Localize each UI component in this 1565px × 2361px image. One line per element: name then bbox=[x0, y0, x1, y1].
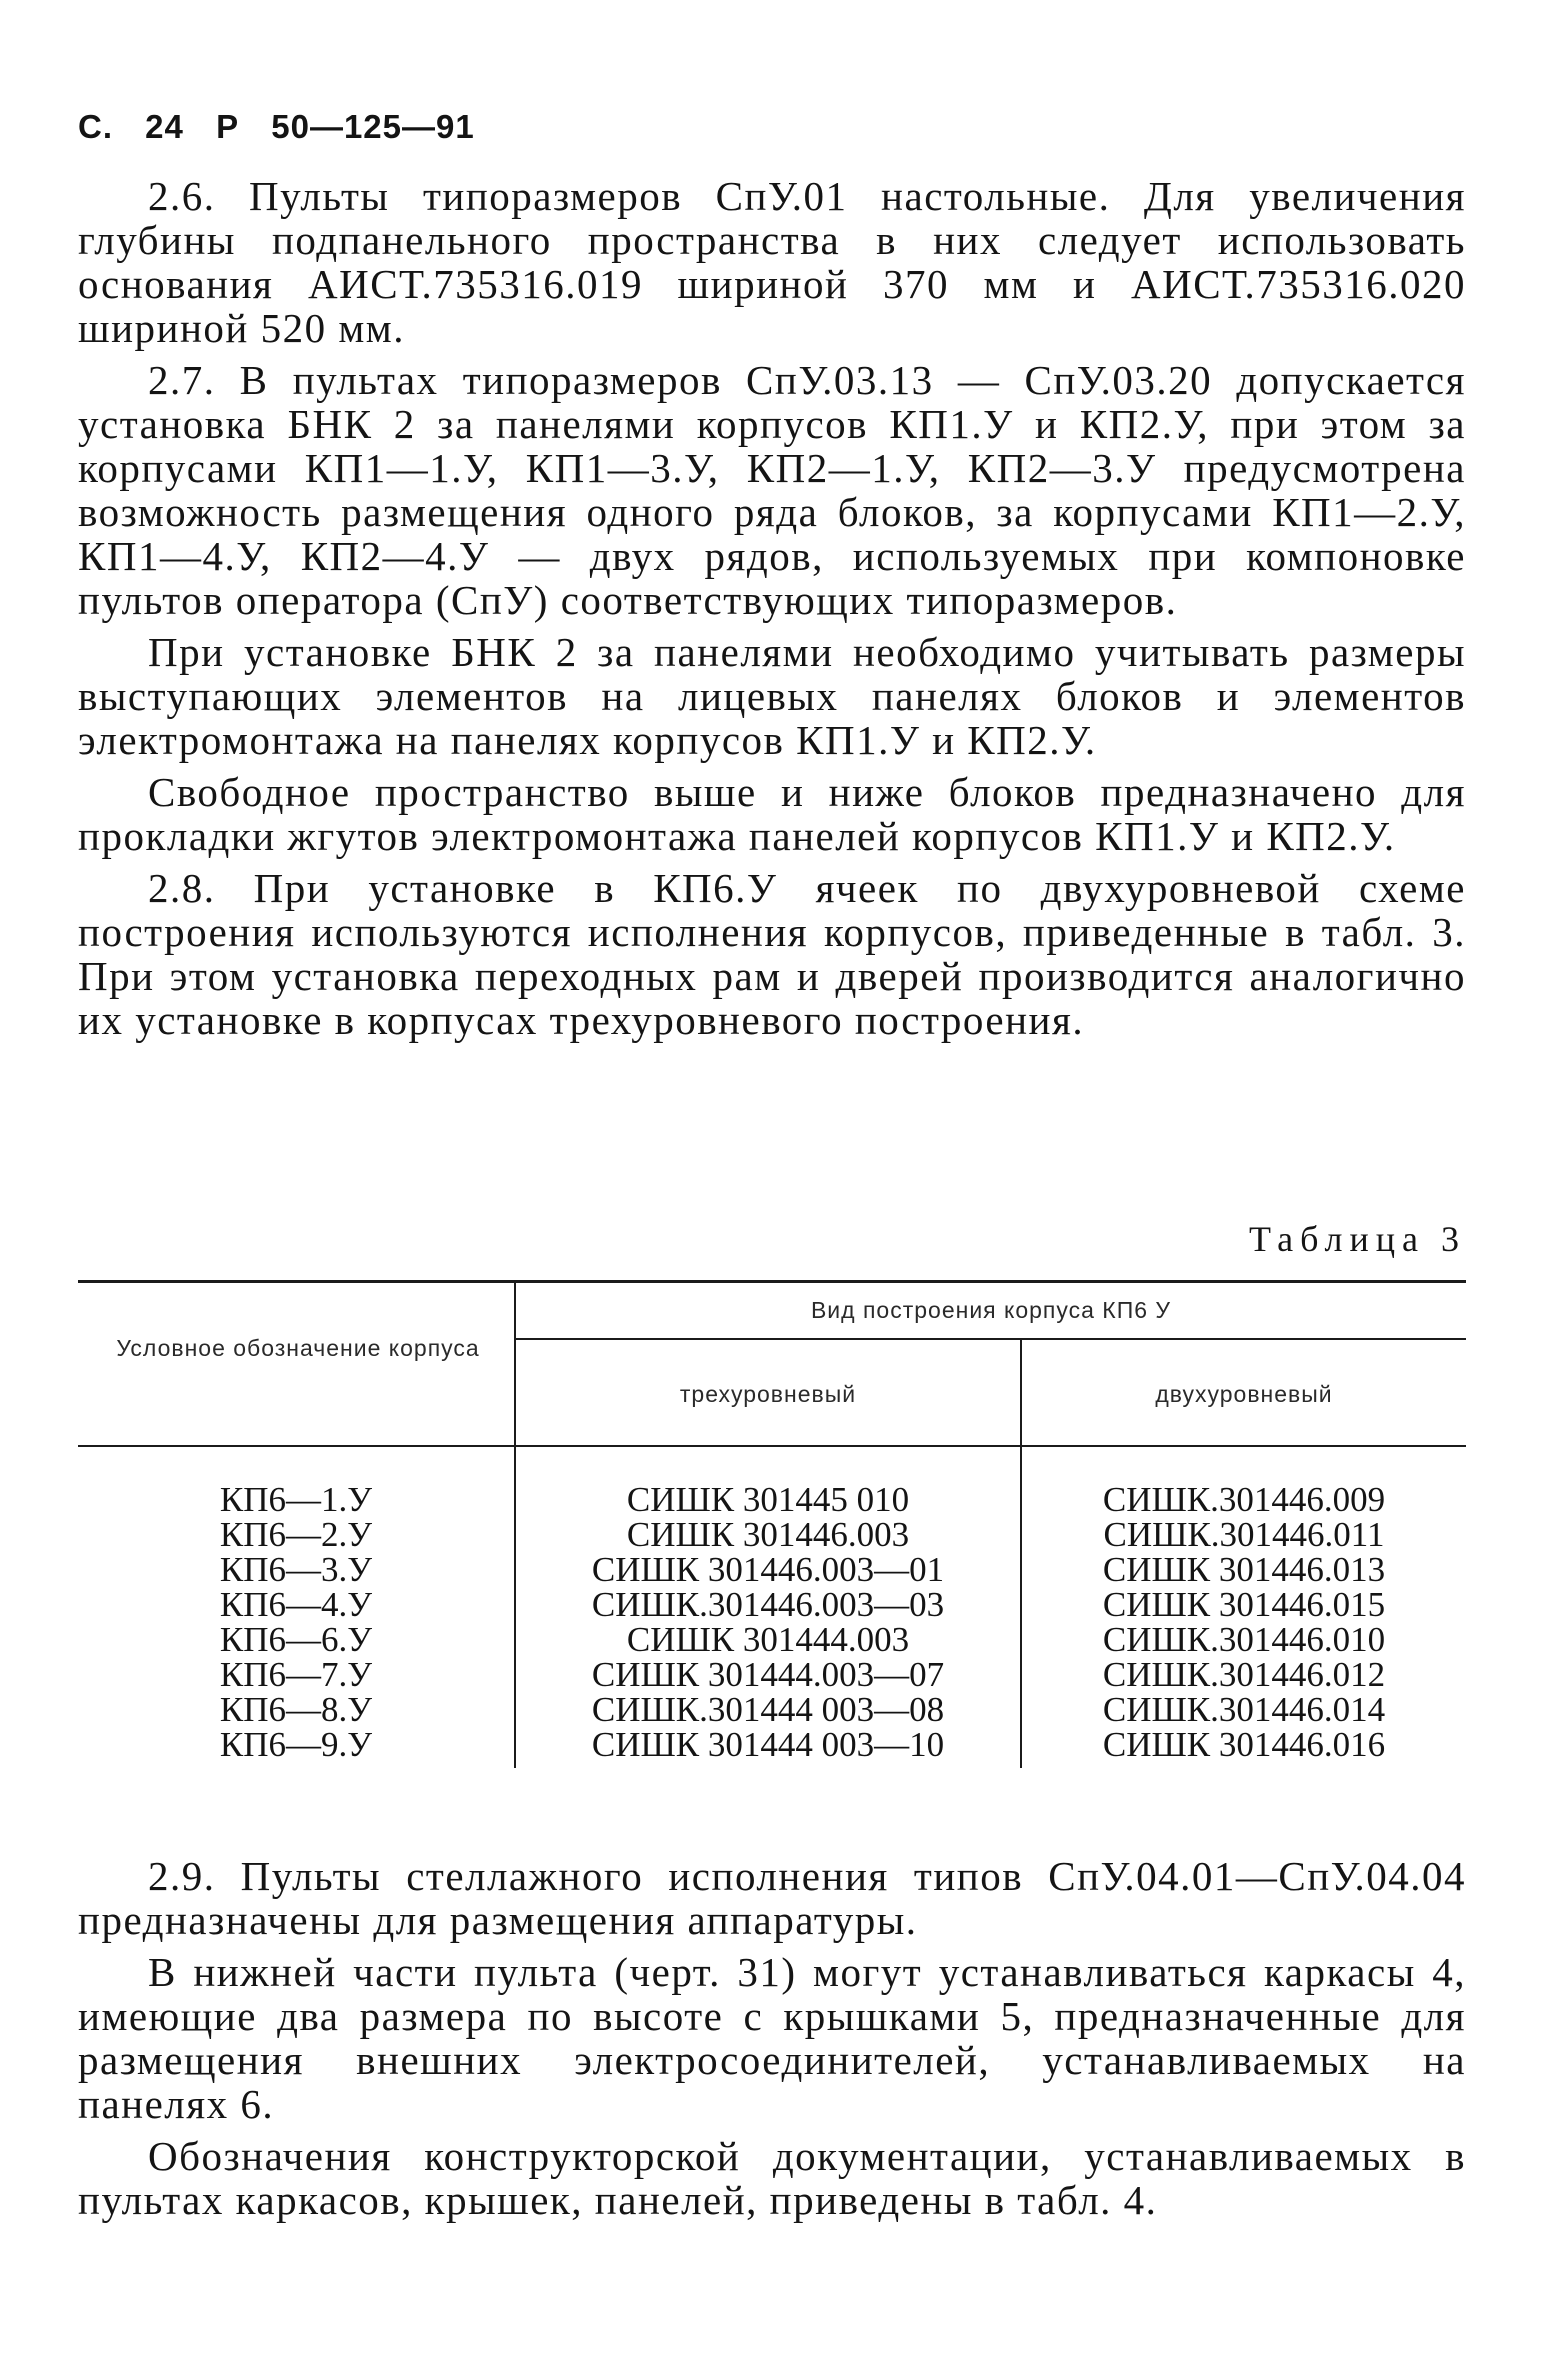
three-level-cell: СИШК.301446.003—03 bbox=[591, 1585, 945, 1624]
three-level-cell: СИШК 301446.003—01 bbox=[591, 1550, 945, 1589]
paragraph-free-space: Свободное пространство выше и ниже блоков предназначено для прокладки жгутов электромонтажа панелей корпусов КП1.У и КП2.У. bbox=[78, 769, 1466, 859]
designation-cell: КП6—7.У bbox=[219, 1655, 373, 1694]
three-level-cell: СИШК 301445 010 bbox=[626, 1480, 910, 1519]
table-group-rule bbox=[516, 1338, 1466, 1340]
three-level-cell: СИШК 301444 003—10 bbox=[591, 1725, 945, 1764]
header-three-level: трехуровневый bbox=[679, 1381, 857, 1407]
designation-cell: КП6—8.У bbox=[219, 1690, 373, 1729]
designation-cell: КП6—3.У bbox=[219, 1550, 373, 1589]
table-caption: Таблица 3 bbox=[1249, 1219, 1466, 1259]
paragraph-2-9: 2.9. Пульты стеллажного исполнения типов СпУ.04.01—СпУ.04.04 предназначены для размещения аппаратуры. bbox=[78, 1853, 1466, 1943]
designation-cell: КП6—9.У bbox=[219, 1725, 373, 1764]
doc-number: 50—125—91 bbox=[271, 108, 475, 145]
three-level-cell: СИШК 301444.003 bbox=[626, 1620, 910, 1659]
header-designation: Условное обозначение корпуса bbox=[116, 1335, 480, 1361]
table-header-rule bbox=[78, 1445, 1466, 1447]
paragraph-2-7: 2.7. В пультах типоразмеров СпУ.03.13 — СпУ.03.20 допускается установка БНК 2 за панелями корпусов КП1.У и КП2.У, при этом за корпусами КП1—1.У, КП1—3.У, КП2—1.У, КП2—3.У предусмотрена возможность размещения одного ряда блоков, за корпусами КП1—2.У, КП1—4.У, КП2—4.У — двух рядов, используемых при компоновке пультов оператора (СпУ) соответствующих типоразмеров. bbox=[78, 357, 1466, 623]
column-three-level bbox=[516, 1482, 1020, 1762]
column-designation bbox=[78, 1482, 514, 1762]
table-top-rule bbox=[78, 1280, 1466, 1283]
body-text-bottom bbox=[78, 1854, 1466, 2222]
page-header bbox=[78, 108, 497, 146]
two-level-cell: СИШК 301446.013 bbox=[1102, 1550, 1386, 1589]
paragraph-bnk-panels: При установке БНК 2 за панелями необходимо учитывать размеры выступающих элементов на лицевых панелях блоков и элементов электромонтажа на панелях корпусов КП1.У и КП2.У. bbox=[78, 629, 1466, 763]
paragraph-2-8: 2.8. При установке в КП6.У ячеек по двухуровневой схеме построения используются исполнения корпусов, приведенные в табл. 3. При этом установка переходных рам и дверей производится аналогично их установке в корпусах трехуровневого построения. bbox=[78, 865, 1466, 1043]
two-level-cell: СИШК.301446.011 bbox=[1103, 1515, 1385, 1554]
page-prefix: С. bbox=[78, 108, 113, 145]
designation-cell: КП6—4.У bbox=[219, 1585, 373, 1624]
designation-cell: КП6—6.У bbox=[219, 1620, 373, 1659]
header-construction-type: Вид построения корпуса КП6 У bbox=[810, 1297, 1172, 1323]
two-level-cell: СИШК.301446.010 bbox=[1102, 1620, 1386, 1659]
body-text-top bbox=[78, 174, 1466, 1042]
designation-cell: КП6—1.У bbox=[219, 1480, 373, 1519]
two-level-cell: СИШК 301446.015 bbox=[1102, 1585, 1386, 1624]
two-level-cell: СИШК.301446.014 bbox=[1102, 1690, 1386, 1729]
table-3 bbox=[78, 1280, 1466, 1768]
paragraph-designations: Обозначения конструкторской документации, устанавливаемых в пультах каркасов, крышек, панелей, приведены в табл. 4. bbox=[78, 2133, 1466, 2223]
paragraph-lower-part: В нижней части пульта (черт. 31) могут устанавливаться каркасы 4, имеющие два размера по высоте с крышками 5, предназначенные для размещения внешних электросоединителей, устанавливаемых на панелях 6. bbox=[78, 1949, 1466, 2127]
three-level-cell: СИШК.301444 003—08 bbox=[591, 1690, 945, 1729]
two-level-cell: СИШК.301446.009 bbox=[1102, 1480, 1386, 1519]
paragraph-2-6: 2.6. Пульты типоразмеров СпУ.01 настольные. Для увеличения глубины подпанельного пространства в них следует использовать основания АИСТ.735316.019 шириной 370 мм и АИСТ.735316.020 шириной 520 мм. bbox=[78, 173, 1466, 351]
doc-prefix: Р bbox=[216, 108, 240, 145]
designation-cell: КП6—2.У bbox=[219, 1515, 373, 1554]
column-two-level bbox=[1022, 1482, 1466, 1762]
three-level-cell: СИШК 301444.003—07 bbox=[591, 1655, 945, 1694]
two-level-cell: СИШК 301446.016 bbox=[1102, 1725, 1386, 1764]
two-level-cell: СИШК.301446.012 bbox=[1102, 1655, 1386, 1694]
three-level-cell: СИШК 301446.003 bbox=[626, 1515, 910, 1554]
header-two-level: двухуровневый bbox=[1155, 1381, 1333, 1407]
page-number: 24 bbox=[145, 108, 184, 145]
